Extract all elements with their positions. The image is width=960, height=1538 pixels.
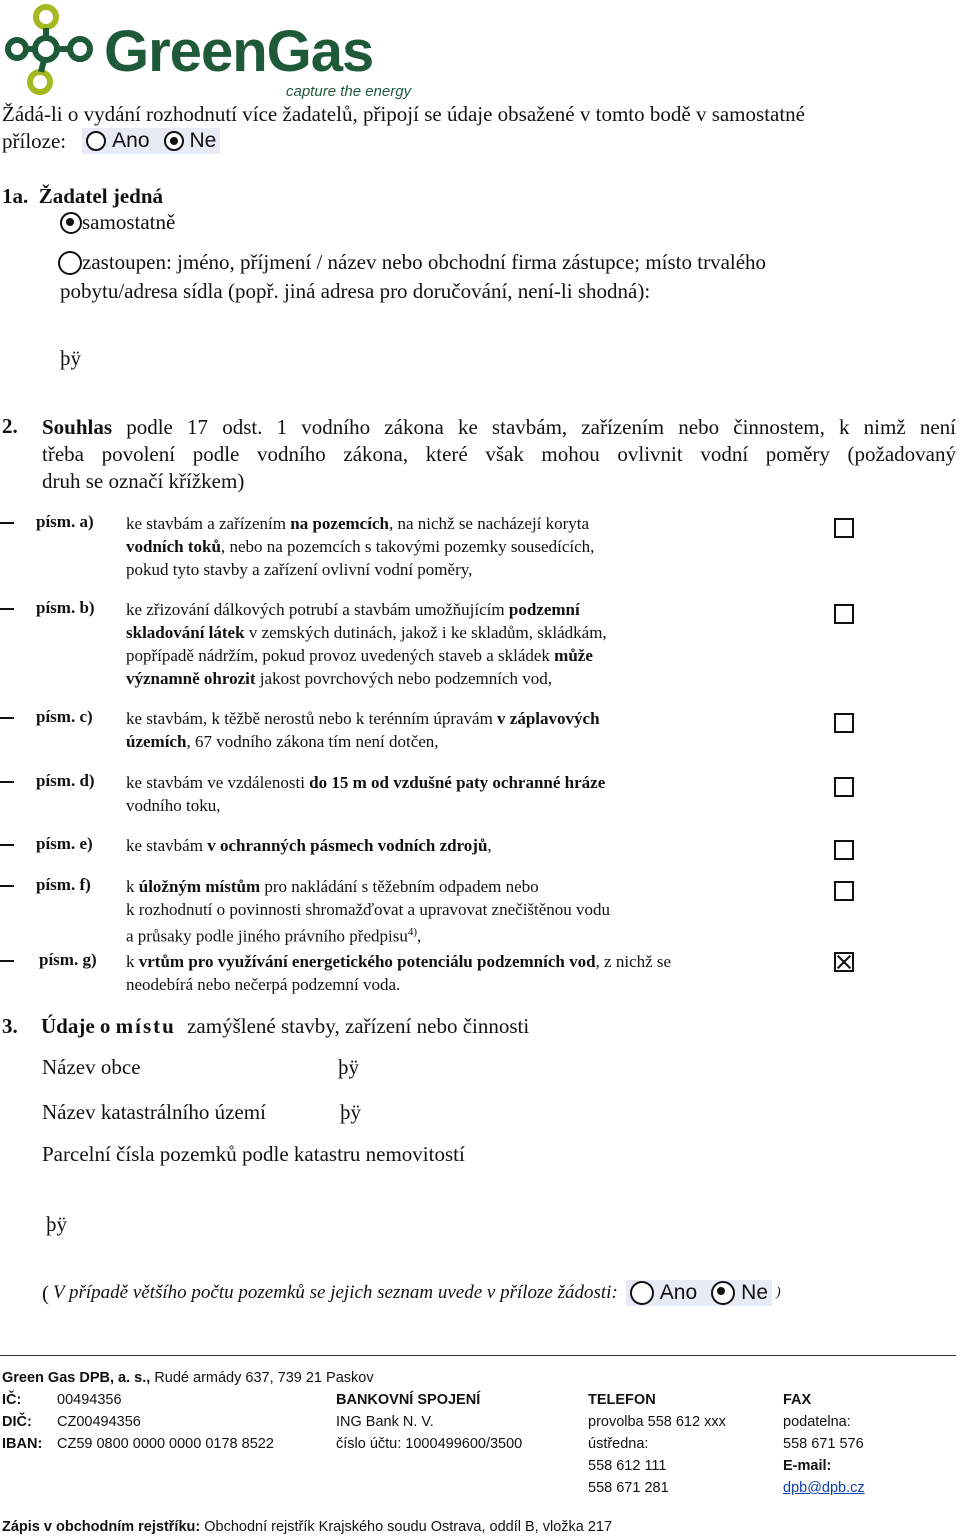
note-open: ( bbox=[42, 1280, 49, 1305]
item-text-line bbox=[126, 535, 766, 558]
footer-tel-1: provolba 558 612 xxx bbox=[588, 1414, 726, 1430]
item-text-segment: podzemní bbox=[508, 600, 580, 619]
item-text-segment: , bbox=[487, 836, 492, 855]
item-text-segment: vrtům pro využívání energetického potenciálu podzemních vod bbox=[138, 952, 596, 971]
item-text bbox=[126, 707, 766, 753]
parcely-field[interactable]: þÿ bbox=[46, 1212, 67, 1236]
footer-iban: CZ59 0800 0000 0000 0178 8522 bbox=[57, 1436, 274, 1452]
section-3-number: 3. bbox=[2, 1014, 18, 1038]
footer-tel-3: 558 612 111 bbox=[588, 1458, 667, 1474]
item-text-line bbox=[126, 598, 766, 621]
item-text-line bbox=[126, 794, 766, 817]
item-dash bbox=[0, 717, 14, 719]
footer-register-label: Zápis v obchodním rejstříku: bbox=[2, 1519, 201, 1535]
item-text bbox=[126, 512, 766, 581]
section-1a-title: Žadatel jedná bbox=[38, 184, 164, 208]
item-text-segment: , z nichž se bbox=[595, 952, 672, 971]
section-2-line-2: třeba povolení podle vodního zákona, které však mohou ovlivnit vodní poměry (požadovaný bbox=[42, 442, 956, 466]
item-label: písm. f) bbox=[36, 875, 91, 894]
obec-label: Název obce bbox=[42, 1055, 141, 1079]
section-1a-heading bbox=[2, 184, 163, 209]
logo-mark-icon bbox=[0, 0, 100, 100]
footer-register bbox=[2, 1519, 612, 1535]
zastoupen-radio[interactable] bbox=[58, 251, 82, 275]
item-text-line bbox=[126, 644, 766, 667]
section-2-line-3: druh se označí křížkem) bbox=[42, 469, 245, 493]
item-label: písm. d) bbox=[36, 771, 95, 790]
footer-fax-head: FAX bbox=[783, 1392, 812, 1408]
item-text-line bbox=[126, 834, 766, 857]
item-text bbox=[126, 950, 766, 996]
intro-line-1: Žádá-li o vydání rozhodnutí více žadatelů, připojí se údaje obsažené v tomto bodě v samostatné bbox=[2, 102, 806, 126]
item-text-segment: pokud tyto stavby a zařízení ovlivní vodní poměry, bbox=[126, 560, 473, 579]
item-dash bbox=[0, 844, 14, 846]
item-text-segment: v zemských dutinách, jakož i ke skladům, skládkám, bbox=[244, 623, 607, 642]
item-text-line bbox=[126, 730, 766, 753]
section-2-title: Souhlas bbox=[42, 415, 113, 439]
intro-no-label: Ne bbox=[189, 129, 217, 152]
item-text-line bbox=[126, 875, 766, 898]
zastoupen-label-2: pobytu/adresa sídla (popř. jiná adresa pro doručování, není-li shodná): bbox=[60, 279, 651, 303]
note-yes-label: Ano bbox=[659, 1281, 698, 1304]
footer-bank-account: číslo účtu: 1000499600/3500 bbox=[336, 1436, 523, 1452]
katastr-label: Název katastrálního území bbox=[42, 1100, 266, 1124]
footer-ic-label: IČ: bbox=[2, 1392, 22, 1408]
footer-dic-label: DIČ: bbox=[2, 1414, 32, 1430]
option-zastoupen bbox=[58, 250, 766, 275]
item-text-segment: k bbox=[126, 877, 139, 896]
footer-fax-2: 558 671 576 bbox=[783, 1436, 864, 1452]
item-label: písm. a) bbox=[36, 512, 94, 531]
item-text-segment: neodebírá nebo nečerpá podzemní voda. bbox=[126, 975, 401, 994]
intro-yes-label: Ano bbox=[112, 129, 150, 152]
item-text-line bbox=[126, 667, 766, 690]
item-text-segment: , bbox=[417, 926, 422, 946]
intro-yes-radio[interactable] bbox=[86, 131, 106, 151]
note-no-radio[interactable] bbox=[711, 1281, 735, 1305]
item-text-segment: , 67 vodního zákona tím není dotčen, bbox=[186, 732, 439, 751]
footer-company: Green Gas DPB, a. s., bbox=[2, 1370, 151, 1386]
item-dash bbox=[0, 608, 14, 610]
note-no-label: Ne bbox=[741, 1281, 769, 1304]
item-text-segment: územích bbox=[126, 732, 187, 751]
item-text-segment: pro nakládání s těžebním odpadem nebo bbox=[260, 877, 539, 896]
footer-bank-head: BANKOVNÍ SPOJENÍ bbox=[336, 1392, 481, 1408]
item-text-segment: k bbox=[126, 952, 139, 971]
section-3-title-1: Údaje o bbox=[41, 1014, 111, 1038]
item-checkbox[interactable] bbox=[834, 777, 854, 797]
item-checkbox[interactable] bbox=[834, 881, 854, 901]
item-text-line bbox=[126, 707, 766, 730]
representative-field[interactable]: þÿ bbox=[60, 346, 81, 370]
obec-field[interactable]: þÿ bbox=[338, 1055, 359, 1079]
item-label: písm. e) bbox=[36, 834, 93, 853]
item-text-segment: popřípadě nádržím, pokud provoz uvedených staveb a skládek bbox=[126, 646, 555, 665]
section-2-line-1: podle 17 odst. 1 vodního zákona ke stavbám, zařízením nebo činnostem, k nimž není bbox=[112, 415, 956, 439]
item-text-segment: v ochranných pásmech vodních zdrojů bbox=[207, 836, 488, 855]
item-label: písm. g) bbox=[39, 950, 97, 969]
note-yes-radio[interactable] bbox=[630, 1281, 654, 1305]
item-text-line bbox=[126, 898, 766, 921]
item-text-segment: může bbox=[554, 646, 593, 665]
footer-register-text: Obchodní rejstřík Krajského soudu Ostrava, oddíl B, vložka 217 bbox=[200, 1519, 613, 1535]
note-yes-no-group bbox=[626, 1280, 772, 1306]
item-text-line bbox=[126, 558, 766, 581]
item-text-segment: 4) bbox=[407, 926, 418, 938]
item-text-segment: v záplavových bbox=[497, 709, 600, 728]
item-text bbox=[126, 771, 766, 817]
parcely-note bbox=[42, 1280, 781, 1306]
company-logo bbox=[0, 0, 430, 100]
zastoupen-label-1: zastoupen: jméno, příjmení / název nebo obchodní firma zástupce; místo trvalého bbox=[82, 250, 767, 274]
intro-yes-no-group bbox=[82, 128, 220, 154]
item-text-segment: k rozhodnutí o povinnosti shromažďovat a upravovat znečištěnou vodu bbox=[126, 900, 611, 919]
item-text-segment: , na nichž se nacházejí koryta bbox=[388, 514, 590, 533]
item-text-segment: vodních toků bbox=[126, 537, 221, 556]
item-checkbox[interactable] bbox=[834, 713, 854, 733]
footer-dic: CZ00494356 bbox=[57, 1414, 141, 1430]
footer-tel-2: ústředna: bbox=[588, 1436, 649, 1452]
footer-bank-name: ING Bank N. V. bbox=[336, 1414, 434, 1430]
item-text-line bbox=[126, 771, 766, 794]
item-checkbox[interactable] bbox=[834, 518, 854, 538]
item-text-segment: ke stavbám, k těžbě nerostů nebo k terénním úpravám bbox=[126, 709, 498, 728]
item-checkbox[interactable] bbox=[834, 604, 854, 624]
item-dash bbox=[0, 960, 14, 962]
section-3-title-2: místu bbox=[115, 1014, 176, 1038]
item-text-segment: a průsaky podle jiného právního předpisu bbox=[126, 926, 408, 946]
item-label: písm. b) bbox=[36, 598, 95, 617]
section-3-heading bbox=[2, 1014, 529, 1039]
item-text-segment: úložným místům bbox=[138, 877, 261, 896]
item-checkbox[interactable] bbox=[834, 840, 854, 860]
item-text-segment: na pozemcích bbox=[290, 514, 389, 533]
item-text-line bbox=[126, 921, 766, 948]
item-text-segment: ke stavbám bbox=[126, 836, 208, 855]
footer-address: Rudé armády 637, 739 21 Paskov bbox=[150, 1370, 374, 1386]
item-text-segment: do 15 m od vzdušné paty ochranné hráze bbox=[309, 773, 606, 792]
footer-company-line bbox=[2, 1370, 374, 1386]
section-3-title-rest: zamýšlené stavby, zařízení nebo činnosti bbox=[187, 1014, 530, 1038]
footer-iban-label: IBAN: bbox=[2, 1436, 43, 1452]
section-2-text bbox=[42, 414, 956, 495]
brand-name: GreenGas bbox=[104, 19, 374, 84]
footer-email-link[interactable]: dpb@dpb.cz bbox=[783, 1480, 865, 1496]
item-dash bbox=[0, 522, 14, 524]
brand-tagline: capture the energy bbox=[286, 83, 412, 100]
item-text-line bbox=[126, 950, 766, 973]
footer-divider bbox=[0, 1355, 956, 1356]
parcely-label: Parcelní čísla pozemků podle katastru nemovitostí bbox=[42, 1142, 465, 1166]
samostatne-radio[interactable] bbox=[60, 212, 82, 234]
intro-label: příloze: bbox=[2, 128, 67, 153]
item-dash bbox=[0, 781, 14, 783]
section-1a-number: 1a. bbox=[2, 184, 29, 208]
note-text: V případě většího počtu pozemků se jejich seznam uvede v příloze žádosti: bbox=[53, 1282, 618, 1303]
item-text bbox=[126, 834, 766, 857]
item-text-line bbox=[126, 621, 766, 644]
item-label: písm. c) bbox=[36, 707, 93, 726]
item-text-segment: vodního toku, bbox=[126, 796, 221, 815]
item-text-segment: ke stavbám a zařízením bbox=[126, 514, 291, 533]
footer-tel-head: TELEFON bbox=[588, 1392, 656, 1408]
footer-email-head: E-mail: bbox=[783, 1458, 832, 1474]
item-text-segment: významně ohrozit bbox=[126, 669, 256, 688]
katastr-field[interactable]: þÿ bbox=[340, 1100, 361, 1124]
item-text bbox=[126, 598, 766, 690]
item-text-segment: jakost povrchových nebo podzemních vod, bbox=[255, 669, 553, 688]
intro-line-2 bbox=[2, 128, 220, 154]
item-text bbox=[126, 875, 766, 948]
item-text-line bbox=[126, 973, 766, 996]
item-text-segment: skladování látek bbox=[126, 623, 245, 642]
item-checkbox[interactable] bbox=[834, 952, 854, 972]
intro-no-radio[interactable] bbox=[164, 131, 184, 151]
samostatne-label: samostatně bbox=[82, 210, 176, 234]
section-2-number: 2. bbox=[2, 414, 18, 438]
option-samostatne bbox=[60, 210, 175, 235]
item-text-segment: ke zřizování dálkových potrubí a stavbám umožňujícím bbox=[126, 600, 509, 619]
footer-ic: 00494356 bbox=[57, 1392, 122, 1408]
item-text-line bbox=[126, 512, 766, 535]
item-dash bbox=[0, 885, 14, 887]
item-text-segment: , nebo na pozemcích s takovými pozemky sousedících, bbox=[220, 537, 595, 556]
item-text-segment: ke stavbám ve vzdálenosti bbox=[126, 773, 310, 792]
footer-fax-1: podatelna: bbox=[783, 1414, 851, 1430]
note-close: ) bbox=[776, 1285, 781, 1300]
footer-tel-4: 558 671 281 bbox=[588, 1480, 669, 1496]
